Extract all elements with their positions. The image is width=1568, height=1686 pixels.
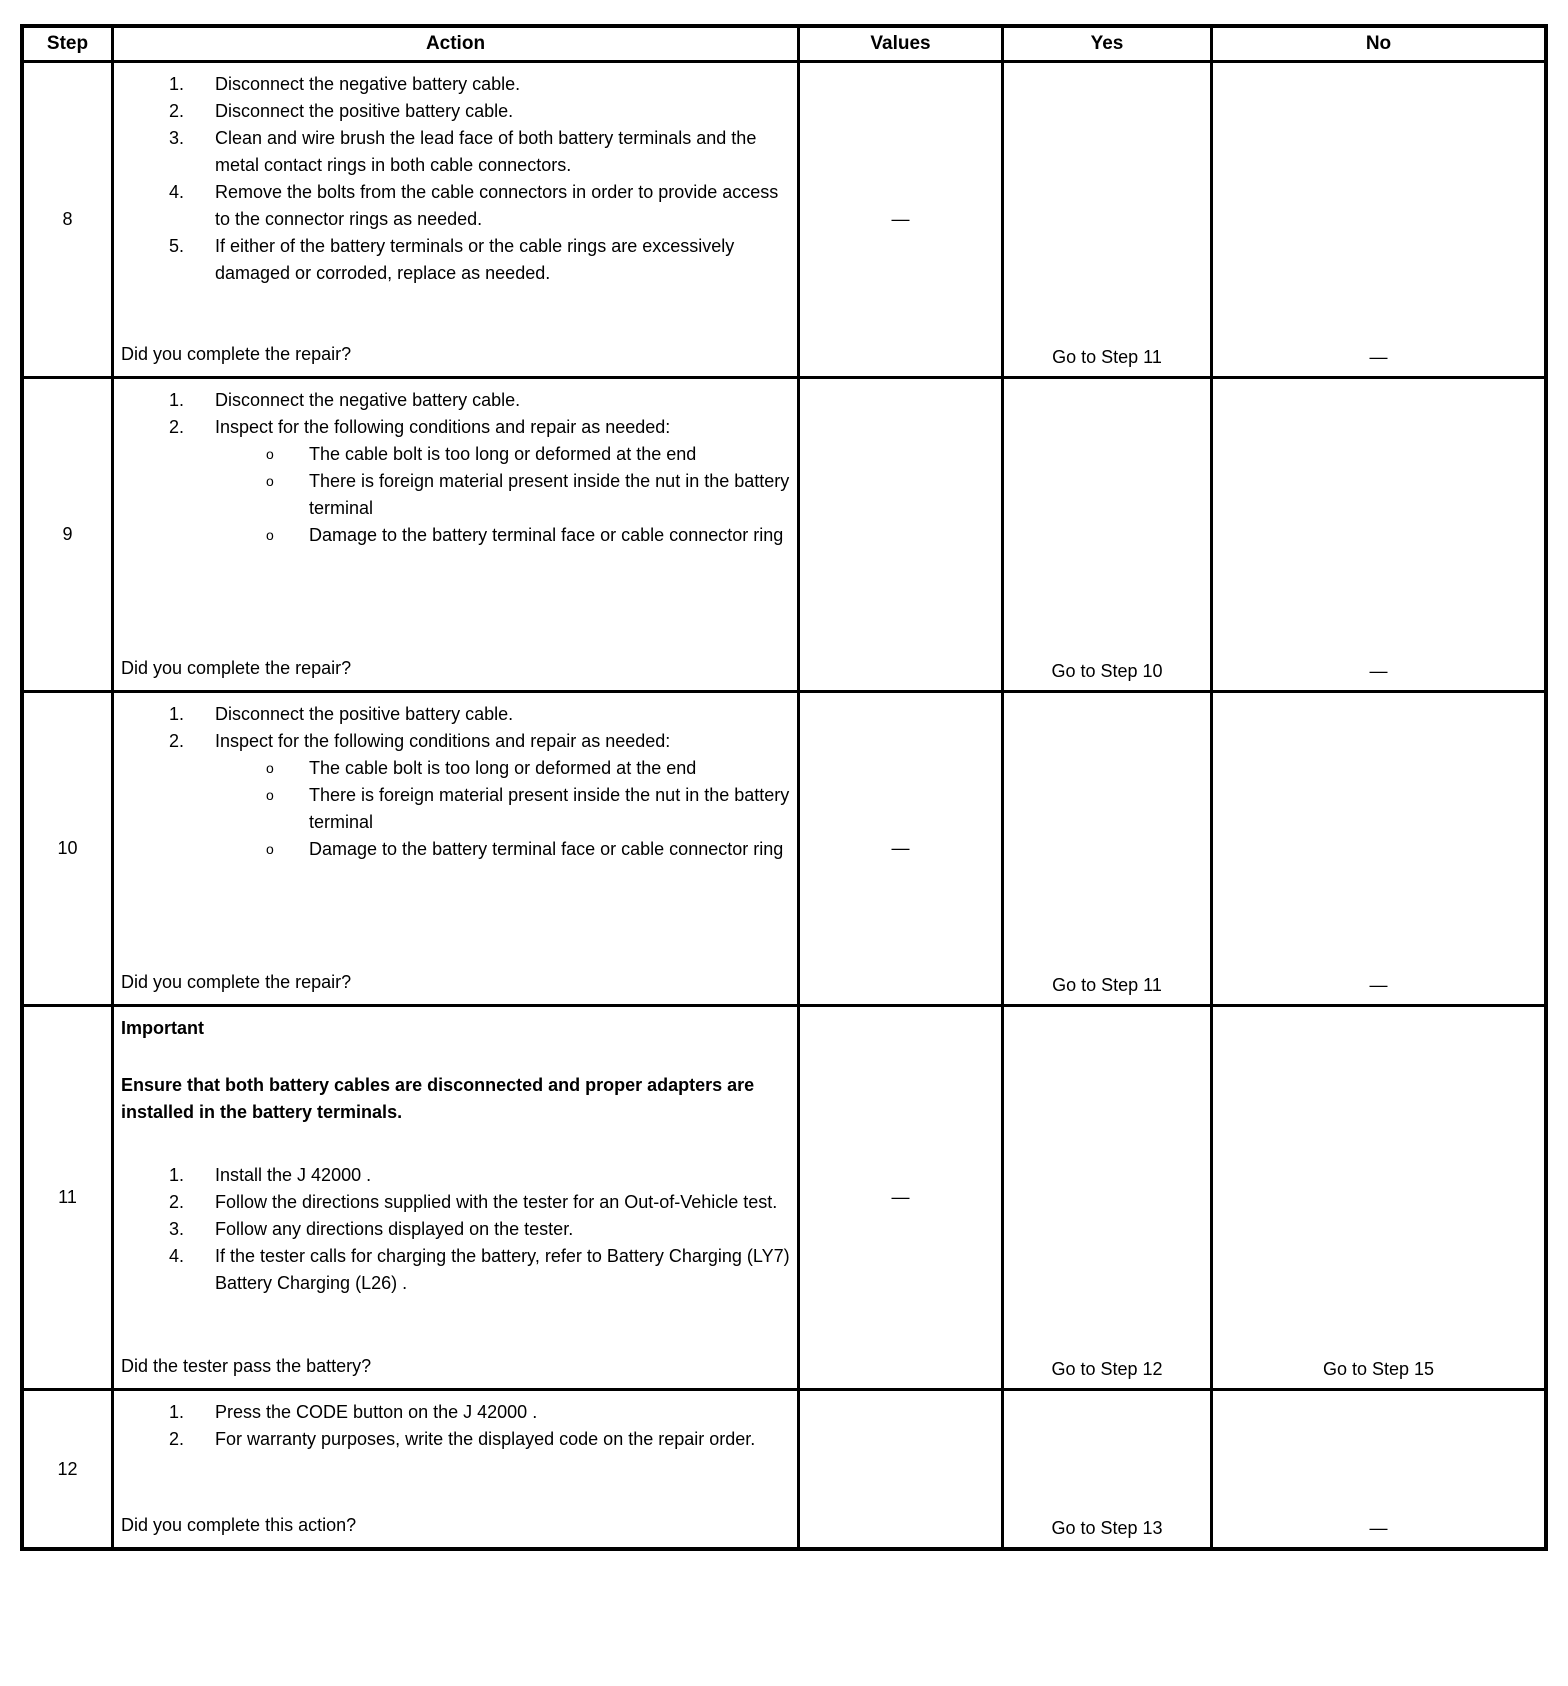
sublist-item-text: Damage to the battery terminal face or cable connector ring	[309, 839, 784, 859]
list-number: 1.	[169, 390, 185, 410]
action-list	[121, 1399, 793, 1453]
no-cell	[1213, 63, 1544, 376]
action-question: Did you complete the repair?	[121, 658, 352, 678]
circle-bullet-icon: o	[266, 473, 274, 489]
list-item-text: Press the CODE button on the J 42000 .	[215, 1402, 538, 1422]
table-row	[24, 63, 1544, 379]
yes-action-text: Go to Step 12	[1051, 1359, 1163, 1379]
sublist-item-text: The cable bolt is too long or deformed at the end	[309, 758, 697, 778]
action-cell	[114, 1391, 800, 1547]
circle-bullet-icon: o	[266, 841, 274, 857]
list-item-text: Disconnect the negative battery cable.	[215, 390, 521, 410]
column-header-step: Step	[24, 28, 114, 60]
yes-cell	[1004, 1007, 1213, 1388]
list-number: 1.	[169, 704, 185, 724]
list-item-text: Install the J 42000 .	[215, 1165, 372, 1185]
action-sublist-item	[169, 782, 793, 836]
action-list-item	[169, 1426, 793, 1453]
action-list-item	[169, 1399, 793, 1426]
action-list	[121, 1162, 793, 1297]
list-number: 2.	[169, 101, 185, 121]
values-cell	[800, 1007, 1004, 1388]
yes-action-text: Go to Step 13	[1051, 1518, 1163, 1538]
values-text: —	[891, 209, 910, 229]
table-row	[24, 1391, 1544, 1547]
action-sublist-item	[169, 522, 793, 549]
step-number: 11	[58, 1187, 77, 1207]
list-number: 1.	[169, 1165, 185, 1185]
step-cell	[24, 693, 114, 1004]
circle-bullet-icon: o	[266, 760, 274, 776]
action-sublist-item	[169, 441, 793, 468]
values-cell	[800, 63, 1004, 376]
action-list-item	[169, 1189, 793, 1216]
no-action-text: —	[1369, 1518, 1388, 1538]
list-number: 1.	[169, 74, 185, 94]
values-cell	[800, 693, 1004, 1004]
action-list-item	[169, 387, 793, 414]
list-item-text: Disconnect the positive battery cable.	[215, 101, 514, 121]
list-number: 2.	[169, 1429, 185, 1449]
action-list-item	[169, 98, 793, 125]
yes-cell	[1004, 379, 1213, 690]
step-cell	[24, 63, 114, 376]
list-item-text: Follow any directions displayed on the tester.	[215, 1219, 574, 1239]
important-text: Ensure that both battery cables are disconnected and proper adapters are installed in the battery terminals.	[121, 1075, 755, 1122]
list-item-text: Clean and wire brush the lead face of both battery terminals and the metal contact rings in both cable connectors.	[215, 128, 757, 175]
no-cell	[1213, 693, 1544, 1004]
action-cell	[114, 1007, 800, 1388]
yes-action-text: Go to Step 11	[1052, 975, 1162, 995]
action-list-item	[169, 414, 793, 441]
yes-cell	[1004, 1391, 1213, 1547]
step-cell	[24, 379, 114, 690]
yes-cell	[1004, 693, 1213, 1004]
step-number: 12	[57, 1458, 78, 1479]
yes-cell	[1004, 63, 1213, 376]
column-header-values: Values	[800, 28, 1004, 60]
list-item-text: Disconnect the negative battery cable.	[215, 74, 521, 94]
values-cell	[800, 379, 1004, 690]
table-row	[24, 379, 1544, 693]
action-sublist-item	[169, 468, 793, 522]
list-item-text: Remove the bolts from the cable connectors in order to provide access to the connector rings as needed.	[215, 182, 779, 229]
action-list-item	[169, 1243, 793, 1297]
diagnostic-table	[20, 24, 1548, 1551]
action-list-item	[169, 179, 793, 233]
list-item-text: For warranty purposes, write the displayed code on the repair order.	[215, 1429, 756, 1449]
no-cell	[1213, 1391, 1544, 1547]
circle-bullet-icon: o	[266, 787, 274, 803]
list-number: 4.	[169, 1246, 185, 1266]
header-row	[24, 28, 1544, 63]
action-cell	[114, 63, 800, 376]
list-number: 4.	[169, 182, 185, 202]
list-item-text: Inspect for the following conditions and repair as needed:	[215, 417, 671, 437]
action-sublist-item	[169, 836, 793, 863]
action-list-item	[169, 71, 793, 98]
action-list-item	[169, 701, 793, 728]
list-item-text: If the tester calls for charging the battery, refer to Battery Charging (LY7) Battery Charging (L26) .	[215, 1246, 790, 1293]
action-list	[121, 71, 793, 287]
step-cell	[24, 1391, 114, 1547]
sublist-item-text: The cable bolt is too long or deformed at the end	[309, 444, 697, 464]
important-heading: Important	[121, 1018, 204, 1038]
action-cell	[114, 379, 800, 690]
action-list-item	[169, 233, 793, 287]
no-cell	[1213, 1007, 1544, 1388]
yes-action-text: Go to Step 10	[1051, 661, 1163, 681]
action-list-item	[169, 1162, 793, 1189]
sublist-item-text: There is foreign material present inside the nut in the battery terminal	[309, 785, 790, 832]
table-row	[24, 693, 1544, 1007]
action-list	[121, 701, 793, 863]
list-number: 2.	[169, 417, 185, 437]
sublist-item-text: There is foreign material present inside the nut in the battery terminal	[309, 471, 790, 518]
step-number: 9	[62, 524, 73, 544]
list-item-text: Inspect for the following conditions and repair as needed:	[215, 731, 671, 751]
no-action-text: Go to Step 15	[1322, 1359, 1435, 1379]
sublist-item-text: Damage to the battery terminal face or cable connector ring	[309, 525, 784, 545]
step-number: 8	[62, 209, 73, 229]
table-row	[24, 1007, 1544, 1391]
list-number: 5.	[169, 236, 185, 256]
list-number: 3.	[169, 128, 185, 148]
action-sublist-item	[169, 755, 793, 782]
list-item-text: If either of the battery terminals or the cable rings are excessively damaged or corroded, replace as needed.	[215, 236, 735, 283]
action-list-item	[169, 728, 793, 755]
list-number: 2.	[169, 1192, 185, 1212]
step-cell	[24, 1007, 114, 1388]
step-number: 10	[57, 838, 78, 858]
action-question: Did you complete this action?	[121, 1515, 357, 1535]
action-question: Did the tester pass the battery?	[121, 1356, 372, 1376]
list-item-text: Follow the directions supplied with the tester for an Out-of-Vehicle test.	[215, 1192, 778, 1212]
yes-action-text: Go to Step 11	[1052, 347, 1162, 367]
action-question: Did you complete the repair?	[121, 344, 352, 364]
list-number: 2.	[169, 731, 185, 751]
no-action-text: —	[1369, 347, 1388, 367]
action-list-item	[169, 1216, 793, 1243]
no-cell	[1213, 379, 1544, 690]
column-header-yes: Yes	[1004, 28, 1213, 60]
circle-bullet-icon: o	[266, 446, 274, 462]
column-header-action: Action	[114, 28, 800, 60]
circle-bullet-icon: o	[266, 527, 274, 543]
no-action-text: —	[1369, 661, 1388, 681]
values-text: —	[891, 1187, 910, 1207]
list-number: 3.	[169, 1219, 185, 1239]
action-question: Did you complete the repair?	[121, 972, 352, 992]
column-header-no: No	[1365, 33, 1392, 54]
values-cell	[800, 1391, 1004, 1547]
list-item-text: Disconnect the positive battery cable.	[215, 704, 514, 724]
action-list-item	[169, 125, 793, 179]
values-text: —	[891, 838, 910, 858]
list-number: 1.	[169, 1402, 185, 1422]
table-body	[24, 63, 1544, 1547]
action-cell	[114, 693, 800, 1004]
action-list	[121, 387, 793, 549]
no-action-text: —	[1369, 975, 1388, 995]
